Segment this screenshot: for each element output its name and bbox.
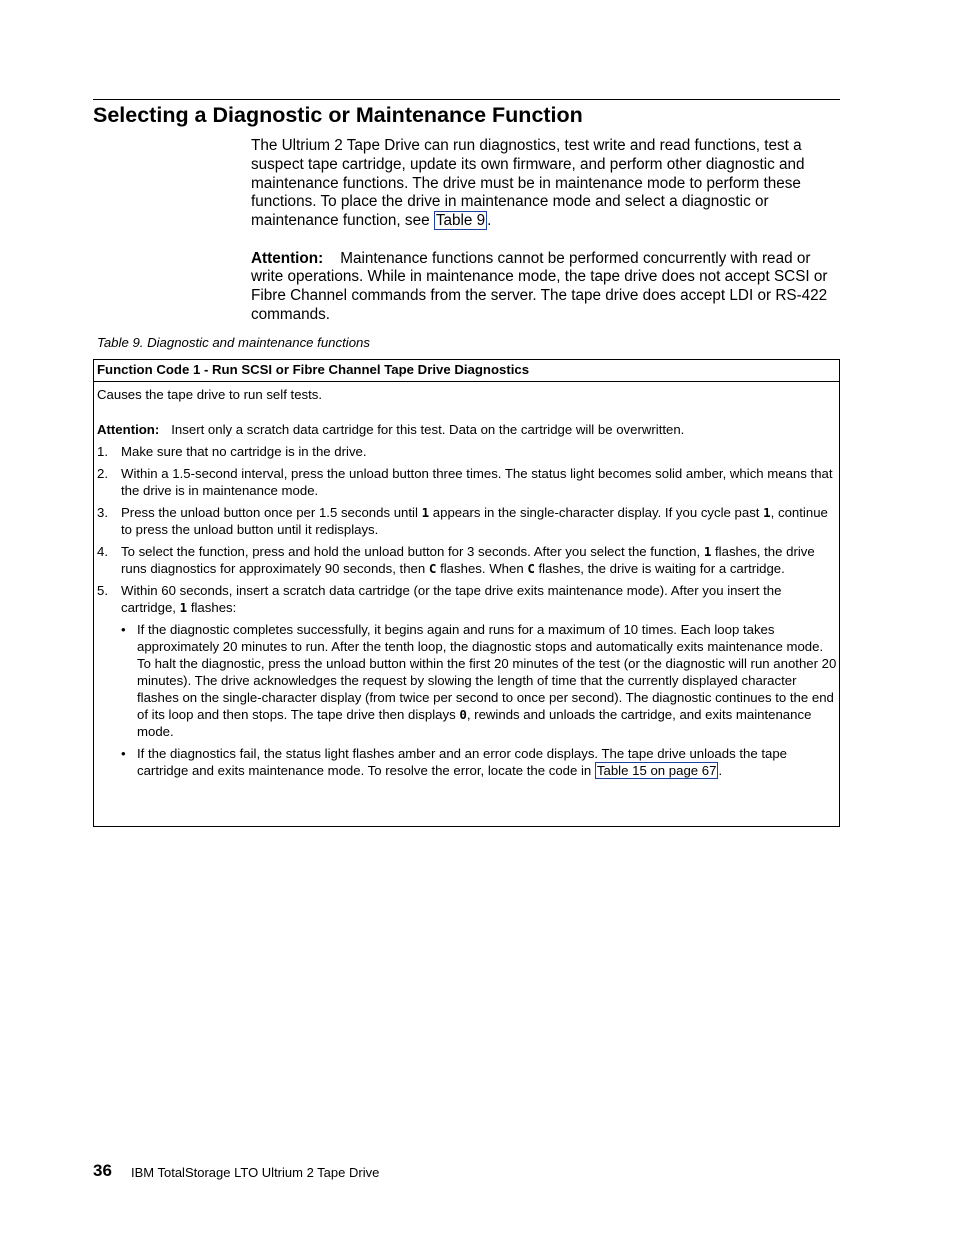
display-char: 1 bbox=[421, 505, 430, 520]
attention-label: Attention: bbox=[97, 422, 160, 437]
bullet-icon: • bbox=[121, 746, 126, 761]
list-item: 3. Press the unload button once per 1.5 seconds until 1 appears in the single-character display. If you cycle past 1, continue to press the unload button until it redisplays. bbox=[97, 505, 828, 537]
intro-text bbox=[251, 137, 836, 325]
table-15-link[interactable]: Table 15 on page 67 bbox=[596, 763, 717, 778]
bullet-list bbox=[121, 621, 837, 779]
heading-rule bbox=[93, 99, 840, 100]
list-item: 1. Make sure that no cartridge is in the drive. bbox=[97, 444, 367, 459]
table-header: Function Code 1 - Run SCSI or Fibre Channel Tape Drive Diagnostics bbox=[94, 360, 839, 382]
page-number: 36 bbox=[93, 1161, 112, 1180]
table-body bbox=[94, 382, 839, 779]
list-item: • If the diagnostics fail, the status light flashes amber and an error code displays. The tape drive unloads the tape cartridge and exits maintenance mode. To resolve the error, locate the code in Table 15 on page 67 . bbox=[121, 746, 787, 778]
display-char: 1 bbox=[763, 505, 771, 520]
display-char: 1 bbox=[703, 544, 712, 559]
list-item: • If the diagnostic completes successfully, it begins again and runs for a maximum of 10 times. Each loop takes approximately 20 minutes to run. After the tenth loop, the diagnostic stops and automatically exits maintenance mode. To halt the diagnostic, press the unload button within the first 20 minutes of the test (or the diagnostic will run another 20 minutes). The drive acknowledges the request by slowing the length of time that the currently displayed character flashes on the single-character display (from twice per second to once per second). The diagnostic continues to the end of its loop and then stops. The tape drive then displays 0, rewinds and unloads the cartridge, and exits maintenance mode. bbox=[121, 622, 837, 739]
table-lead: Causes the tape drive to run self tests. bbox=[97, 387, 323, 402]
section-heading: Selecting a Diagnostic or Maintenance Function bbox=[93, 103, 583, 127]
diagnostic-table bbox=[93, 359, 840, 827]
steps-list bbox=[97, 443, 837, 779]
display-char: 1 bbox=[179, 600, 188, 615]
list-item: 2. Within a 1.5-second interval, press the unload button three times. The status light becomes solid amber, which means that the drive is in maintenance mode. bbox=[97, 466, 833, 498]
table-caption: Table 9. Diagnostic and maintenance functions bbox=[97, 335, 370, 350]
display-char: C bbox=[428, 561, 437, 576]
display-char: C bbox=[527, 561, 535, 576]
footer-title: IBM TotalStorage LTO Ultrium 2 Tape Drive bbox=[131, 1165, 380, 1180]
display-char: 0 bbox=[459, 707, 467, 722]
table-9-link[interactable]: Table 9 bbox=[435, 212, 486, 230]
intro-attention: Attention: Maintenance functions cannot be performed concurrently with read or write operations. While in maintenance mode, the tape drive does not accept SCSI or Fibre Channel commands from the server. The tape drive does accept LDI or RS-422 commands. bbox=[251, 249, 828, 323]
table-attention: Attention: Insert only a scratch data cartridge for this test. Data on the cartridge will be overwritten. bbox=[97, 422, 685, 437]
attention-label: Attention: bbox=[251, 249, 324, 267]
intro-paragraph: The Ultrium 2 Tape Drive can run diagnostics, test write and read functions, test a suspect tape cartridge, update its own firmware, and perform other diagnostic and maintenance functions. The drive must be in maintenance mode to perform these functions. To place the drive in maintenance mode and select a diagnostic or maintenance function, see Table 9 . bbox=[251, 137, 805, 230]
list-item: 5. Within 60 seconds, insert a scratch data cartridge (or the tape drive exits maintenance mode). After you insert the cartridge, 1 flashes: • If the diagnostic completes successfully, it begins again and runs for a maximum of 10 times. Each loop takes approximately 20 minutes to run. After the tenth loop, the diagnostic stops and automatically exits maintenance mode. To halt the diagnostic, press the unload button within the first 20 minutes of the test (or the diagnostic will run another 20 minutes). The drive acknowledges the request by slowing the length of time that the currently displayed character flashes on the single-character display (from twice per second to once per second). The diagnostic continues to the end of its loop and then stops. The tape drive then displays 0, rewinds and unloads the cartridge, and exits maintenance mode. • If the diagnostics fail, the status light flashes amber and an error code displays. The tape drive unloads the tape cartridge and exits maintenance mode. To resolve the error, locate the code in Table 15 on page 67 . bbox=[97, 583, 837, 778]
bullet-icon: • bbox=[121, 622, 126, 637]
list-item: 4. To select the function, press and hold the unload button for 3 seconds. After you select the function, 1 flashes, the drive runs diagnostics for approximately 90 seconds, then C flashes. When C flashes, the drive is waiting for a cartridge. bbox=[97, 544, 815, 576]
